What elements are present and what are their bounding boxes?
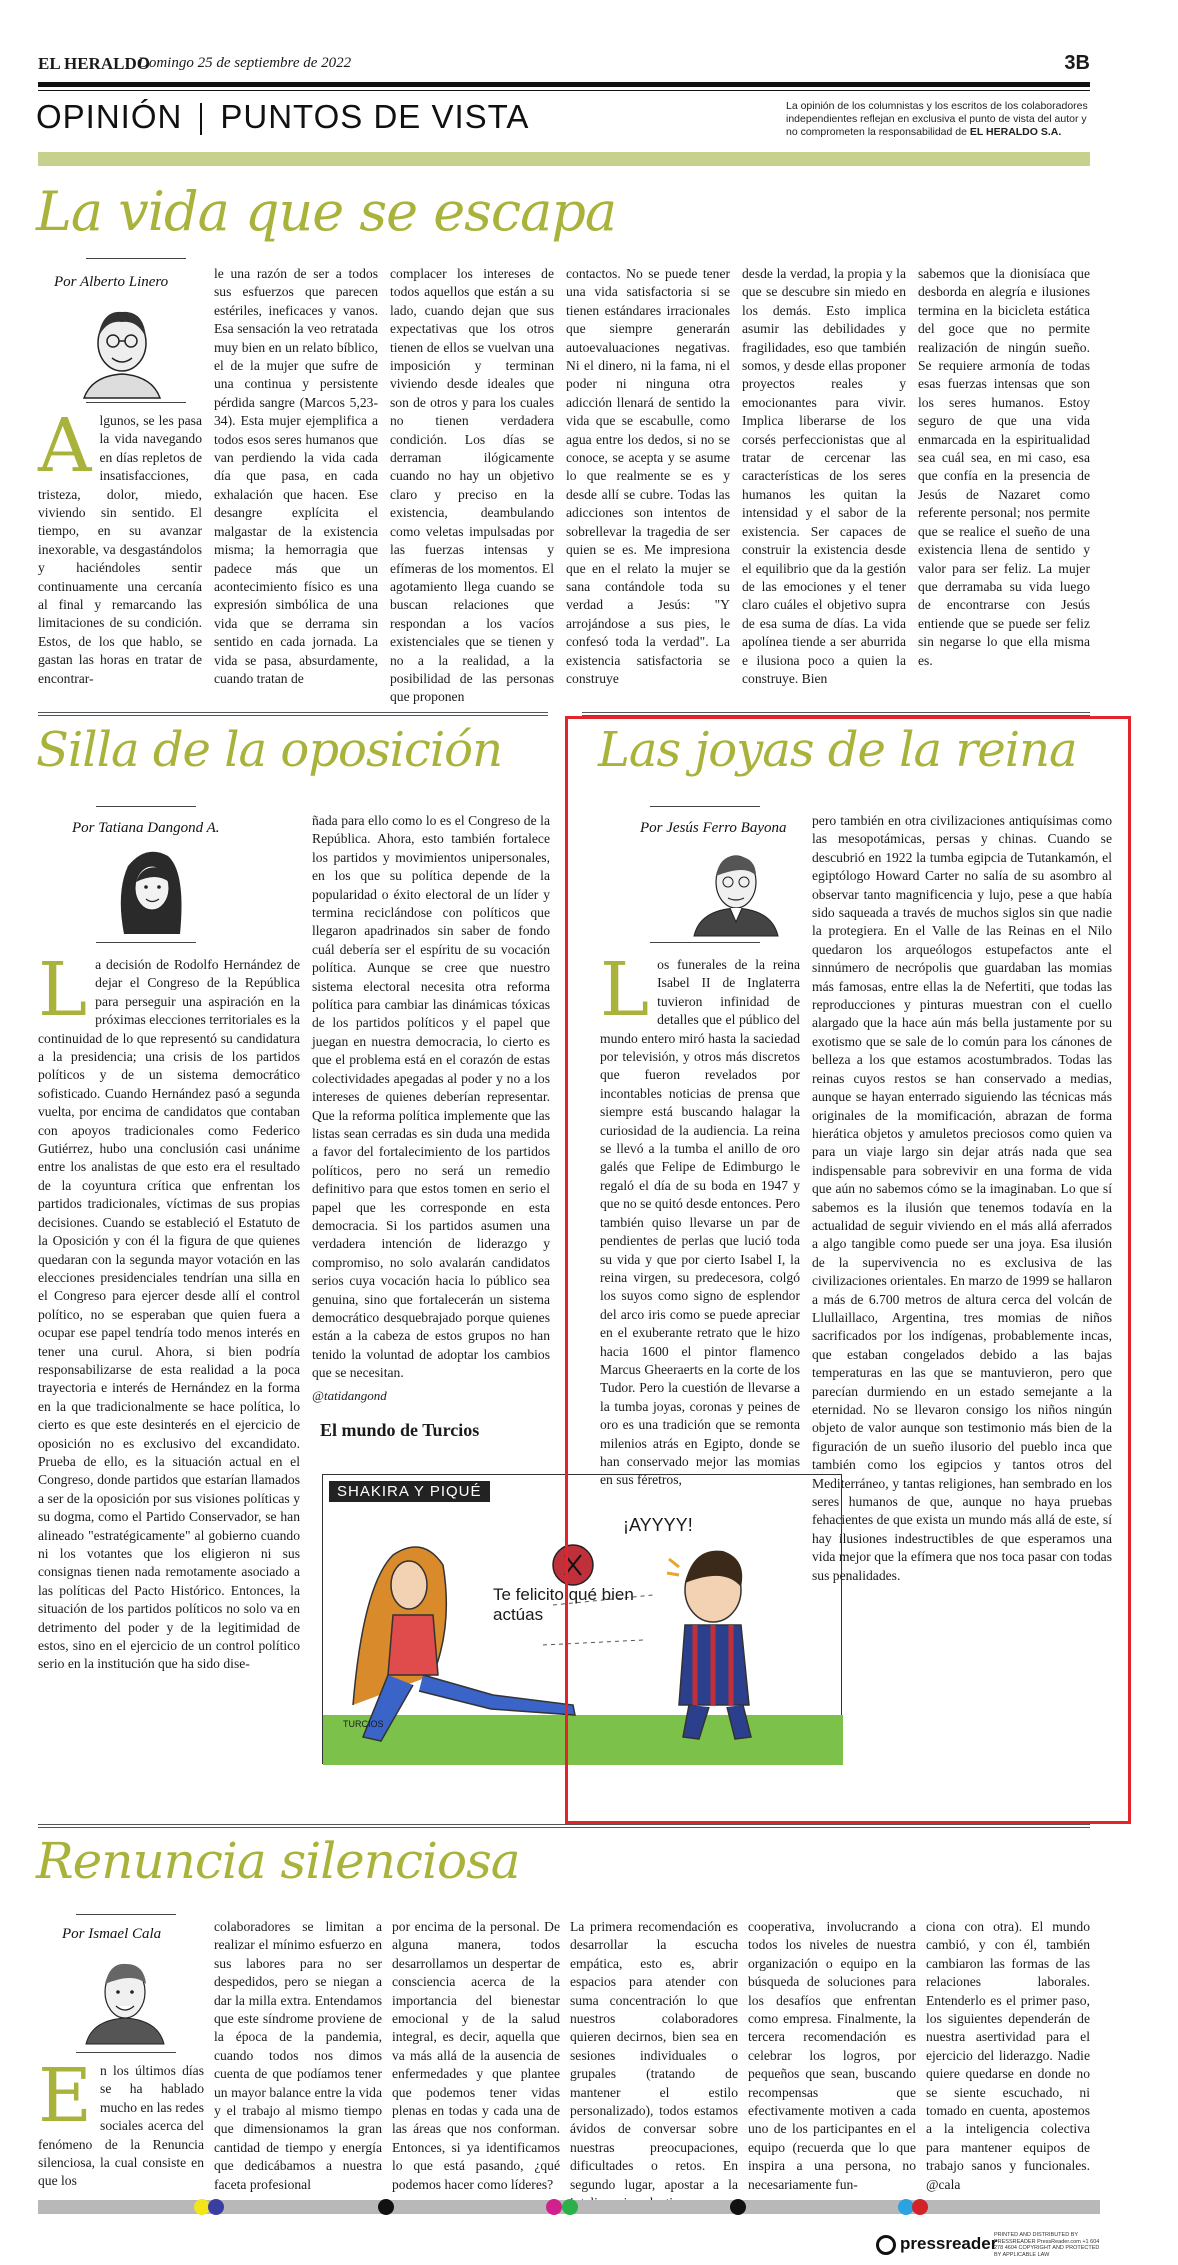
registration-dot-green	[562, 2199, 578, 2215]
masthead-rule-thin	[38, 90, 1090, 91]
column-text: ciona con otra). El mundo cambió, y con él, también cambiaron las formas de las relaciones laborales. Entenderlo es el primer paso, los siguientes dependerán de nuestra asertividad para el ejercicio del liderazgo. Nadie quiere quedarse en donde no se siente escuchado, ni tomado en cuenta, apostemos a la inteligencia colectiva para mantener equipos de trabajo sanos y funcionales. @cala	[926, 1919, 1090, 2192]
byline-rule	[86, 402, 186, 403]
article-column	[566, 265, 730, 686]
article-headline: La vida que se escapa	[36, 180, 617, 243]
article-column	[214, 1918, 382, 2190]
registration-dot-blue	[208, 2199, 224, 2215]
section-title	[36, 98, 529, 136]
article-column	[38, 2053, 204, 2190]
byline-rule	[76, 1914, 176, 1915]
cartoonist-signature: TURCIOS	[343, 1719, 384, 1729]
column-text: La primera recomendación es desarrollar la escucha empática, esto es, abrir espacios para atender con suma concentración lo que nuestros colaboradores quieren decirnos, bien sea en sesiones individuales o grupales (tratando de mantener el estilo personalizado), todos estamos ávidos de conversar sobre nuestras preocupaciones, dificultades o retos. En segundo lugar, apostar a la	[570, 1919, 738, 2192]
editorial-disclaimer	[786, 100, 1090, 139]
byline-rule	[650, 942, 760, 943]
article-column	[312, 812, 550, 1384]
section-divider-rule	[38, 1824, 1090, 1828]
column-text: contactos. No se puede tener una vida satisfactoria si se tienen estándares irracionales que siempre generarán autoevaluaciones negativas. Ni el dinero, ni la fama, ni el poder ni ninguna otra adicción llenará de sentido la vida que se escabulle, como agua entre los dedos, si no se conoce, se acepta y se asume lo que realmente se es y desde allí se cubre. Todas las adicciones son intentos de sobrellevar la tragedia de ser quien se es. Me impresiona que en el relato la mujer se sana contándole toda su verdad a Jesús: "Y arrojándose a sus pies, le confesó toda la verdad". La existencia satisfactoria se construye	[566, 266, 730, 686]
registration-dot-red	[912, 2199, 928, 2215]
byline-rule	[96, 806, 196, 807]
paper-name: EL HERALDO	[38, 54, 150, 73]
section-band	[38, 152, 1090, 166]
author-handle: @tatidangond	[312, 1388, 387, 1403]
pressreader-logo	[876, 2232, 1100, 2262]
article-column	[392, 1918, 560, 2190]
registration-dot-magenta	[546, 2199, 562, 2215]
masthead-rule	[38, 82, 1090, 87]
pressreader-brand: pressreader	[900, 2234, 998, 2253]
page-number: 3B	[1064, 52, 1090, 74]
column-text: sabemos que la dionisíaca que desborda en alegría e ilusiones termina en la bicicleta estática del goce que no permite realización de ningún sueño. Se requiere armonía de todas esas fuerzas intensas que son los seres humanos. Estoy seguro de que una vida enmarcada en la espiritualidad sea cuál sea, en mi caso, esa que confía en la presencia de Jesús de Nazaret como referente personal; nos permite que se realice el sueño de una existencia llena de sentido y valor para ser feliz. La mujer que derramaba su vida luego de encontrarse con Jesús entiende que se puede ser feliz sin negarse lo que ella misma es.	[918, 266, 1090, 668]
issue-date: Domingo 25 de septiembre de 2022	[138, 55, 352, 71]
author-portrait	[686, 842, 786, 936]
section-left: OPINIÓN	[36, 98, 183, 135]
disclaimer-text: La opinión de los columnistas y los escritos de los colaboradores independientes reflejan en exclusiva el punto de vista del autor y no comprometen la responsabilidad de	[786, 100, 1088, 138]
cartoon-label: SHAKIRA Y PIQUÉ	[329, 1481, 490, 1502]
drop-cap: L	[38, 947, 88, 1033]
column-text: os funerales de la reina Isabel II de Inglaterra tuvieron infinidad de detalles que el público del mundo entero miró hasta la saciedad por televisión, y otros más discretos que fueron revelados por incontables noticias de prensa que siempre está buscando halagar la curiosidad de la audiencia. La reina se llevó a la tumba el anillo de oro galés que Felipe de Edimburgo le regaló el día de su boda en 1947 y que no se quitó desde entonces. Pero también quiso llevarse un par de pendientes de perlas que lució toda su vida y que por cierto Isabel I, la reina virgen, su predecesora, colgó los suyos como signo de esplendor del arco iris como se puede apreciar en el exuberante retrato que le hizo hacia 1600 el pintor flamenco Marcus Gheeraerts en la corte de los Tudor. Pero la cuestión de llevarse a la tumba joyas, coronas y peines de oro es una tradición que se remonta milenios atrás en Egipto, donde se han conservado mejor las momias en sus féretros,	[600, 957, 800, 1488]
registration-dot-black	[378, 2199, 394, 2215]
byline-rule	[650, 806, 760, 807]
article-column	[214, 265, 378, 686]
drop-cap: L	[600, 947, 650, 1033]
article-byline: Por Jesús Ferro Bayona	[640, 820, 787, 836]
drop-cap: E	[38, 2053, 93, 2139]
column-text: desde la verdad, la propia y la que se descubre sin miedo en los demás. Esto implica asumir las debilidades y fragilidades, eso que también somos, y desde ellas proponer proyectos reales y emocionantes para vivir. Implica liberarse de los corsés perfeccionistas que al tratar de cercenar las características de los seres humanos les quitan la intensidad y el sabor de la existencia. Ser capaces de construir la existencia desde el equilibrio que da la gestión de las emociones y el tener claro cuáles el objetivo supra de esa suma de días. La vida apolínea tiende a ser aburrida e ilusiona poco a quien la construye. Bien	[742, 266, 906, 686]
article-byline: Por Ismael Cala	[62, 1926, 162, 1942]
article-column	[600, 947, 800, 1488]
drop-cap: A	[38, 403, 92, 489]
column-text: pero también en otra civilizaciones antiquísimas como las mesopotámicas, persas y chinas. Cuando se descubrió en 1922 la tumba egipcia de Tutankamón, el egiptólogo Howard Carter no salía de su asombro al observar tanto magnificencia y lujo, pese a que había sido saqueada a través de muchos siglos sin que nadie la protegiera. En el Valle de las Reinas en el Nilo quedaron los arqueólogos estupefactos ante el sinnúmero de necrópolis que guardaban las momias más famosas, entre ellas la de Nefertiti, que todas las reproducciones y pinturas muestran con el cuello alargado que la hace aún más bella justamente por su exotismo que se sale de lo común para los cánones de belleza a los que estamos acostumbrados. Todas las reinas cuyos restos se han conservado a medias, aunque se hayan enterrado siguiendo las técnicas más originales de la momificación, abrazan de forma hierática objetos y amuletos preciosos como quien va para un viaje largo sin dejar atrás nada que sea indispensable para sobrevivir en una forma de vida que aún no sabemos cómo se la imaginaban. Lo que sí sabemos es la ilusión que tenemos todavía en la actualidad de seguir viviendo en el más allá aferrados a algo tangible como puede ser una joya. Esa ilusión de la supervivencia no es exclusiva de las civilizaciones orientales. En marzo de 1999 se hallaron a más de 6.700 metros de altura cerca del volcán de Llullaillaco, Argentina, tres momias de niños sacrificados por los indígenas, probablemente incas, que estaban congelados debido a las bajas temperaturas en las que se mantuvieron, pero que parecían durmiendo en un estado semejante a la eternidad. No se llevaron consigo los niños ningún objeto de valor aunque son testimonio más bien de la figuración de un sueño ilusorio del pueblo inca que también como los egipcios y tantos otros del Mediterráneo, y tantas religiones, han sembrado en los seres humanos de que, aunque no haya pruebas fehacientes de que exista un mundo más allá de este, sí hay ilusiones indestructibles de que esperamos una vida mejor que la efímera que nos toca pasar con todas sus penalidades.	[812, 813, 1112, 1583]
article-column	[38, 403, 202, 686]
column-text: cooperativa, involucrando a todos los niveles de nuestra organización o equipo en la búsqueda de soluciones para los desafíos que enfrentan como empresa. Finalmente, la tercera recomendación es celebrar los logros, por pequeños que sean, buscando recompensas que efectivamente motiven a cada uno de los participantes en el equipo (recuerda que lo que inspira a una persona, no necesariamente fun-	[748, 1919, 916, 2192]
article-column	[570, 1918, 738, 2190]
author-portrait	[80, 1950, 170, 2044]
pressreader-fine-print: PRINTED AND DISTRIBUTED BY PRESSREADER PressReader.com +1 604 278 4604 COPYRIGHT AND PROTECTED BY APPLICABLE LAW	[994, 2232, 1100, 2258]
article-headline: Renuncia silenciosa	[36, 1832, 520, 1890]
author-portrait	[72, 298, 172, 398]
article-headline: Las joyas de la reina	[598, 722, 1077, 778]
column-text: complacer los intereses de todos aquellos que están a su lado, cuando dejan que sus expectativas que los otros tienen de ellos se vuelvan una imposición y terminan viviendo desde ideales que son de otros y para los cuales no tienen verdadera condición. Los días se derraman ilógicamente cuando no hay un objetivo claro y preciso en la existencia, deambulando como veletas impulsadas por las fuerzas intensas y efímeras de los momentos. El agotamiento llega cuando se buscan relaciones que respondan a los vacíos existenciales que se tienen y no a la realidad, a la posibilidad de las personas que proponen	[390, 266, 554, 705]
column-text: lgunos, se les pasa la vida navegando en días repletos de insatisfacciones, tristeza, dolor, miedo, viviendo sin sentido. El tiempo, en su avanzar inexorable, va desgastándolos y haciéndoles sentir continuamente una cercanía al final y remarcando las limitaciones de su condición. Estos, de los que hablo, se gastan las horas en tratar de encontrar-	[38, 413, 202, 686]
article-column	[812, 812, 1112, 1772]
speech-bubble-left: Te felicito qué bien actúas	[493, 1585, 634, 1624]
column-text: a decisión de Rodolfo Hernández de dejar el Congreso de la República para perseguir una aspiración en la próximas elecciones territoriales es la continuidad de lo que representó su candidatura a la presidencia; una crisis de los partidos políticos y de un sistema democrático sofisticado. Cuando Hernández pasó a segunda vuelta, por encima de candidatos que contaban con apoyos tradicionales como Federico Gutiérrez, hubo una conclusión casi unánime entre los analistas de que esto era el resultado de la coyuntura crítica que enfrentan los partidos tradicionales, víctimas de sus propias decisiones. Cuando se estableció el Estatuto de la Oposición y con él la figura de que quienes quedaran con la segunda mayor votación en las elecciones presidenciales tendrían una silla en el Congreso para ejercer desde allí el control político, no se esperaban que quien fuera a ocupar ese papel tendría todo menos interés en tener una curul. Ahora, si bien podría responsabilizarse de esta realidad a la poca trayectoria e interés de Hernández en la forma en la que tradicionalmente se hace política, lo cierto es que este desinterés en el ejercicio de oposición no es exclusivo del excandidato. Prueba de ello, es la situación actual en el Congreso, donde partidos que estarían llamados a ser de la oposición por sus visiones políticas y su dogma, como el Partido Conservador, se han alineado "estratégicamente" al gobierno cuando ni los votantes que los eligieron ni sus consignas tienen nada remotamente asociado a las políticas del Pacto Histórico. Entonces, la situación de los partidos políticos no solo va en detrimento del poder y de la legitimidad de estos, sino en el ejercicio de un control político serio en la institución que ha sido dise-	[38, 957, 300, 1672]
section-divider	[200, 103, 202, 135]
column-text: colaboradores se limitan a realizar el mínimo esfuerzo en sus labores para no ser despedidos, pero se niegan a dar la milla extra. Entendamos que este síndrome proviene de la época de la pandemia, cuando todos nos dimos cuenta de que podíamos tener un mayor balance entre la vida y el trabajo al mismo tiempo que dimensionamos la gran cantidad de tiempo y energía que dedicábamos a nuestra faceta profesional	[214, 1919, 382, 2192]
article-column	[926, 1918, 1090, 2190]
masthead	[38, 50, 1090, 80]
article-byline: Por Tatiana Dangond A.	[72, 820, 220, 836]
section-divider-rule	[38, 712, 548, 716]
byline-rule	[96, 942, 196, 943]
article-column	[390, 265, 554, 705]
article-column	[38, 947, 300, 1774]
article-column	[742, 265, 906, 686]
article-column	[918, 265, 1090, 668]
column-text: ñada para ello como lo es el Congreso de la República. Ahora, esto también fortalece los partidos y movimientos unipersonales, en los que su política depende de la popularidad o éxito electoral de un líder y termina reciclándose con políticos que llegaron apadrinados sin saber de fondo cuál debería ser el espíritu de su vocación política. Aunque se cree que nuestro sistema electoral necesita otra reforma política para cambiar las dinámicas tóxicas de los partidos políticos y el papel que juegan en nuestra democracia, lo cierto es que el problema está en el corazón de estas colectividades apegadas al poder y no a los intereses de quienes deberían representar. Que la reforma política implemente que las listas sean cerradas es sin duda una medida a favor del fortalecimiento de los partidos políticos, pero no será un remedio definitivo para que estos tomen en serio el papel que les corresponde en esta democracia. Si los partidos asumen una verdadera intención de liderazgo y compromiso, no solo avalarán candidatos serios cuya vocación hacia lo público sea genuina, sino que fortalecerán un sistema democrático desquebrajado porque quienes están a la cabeza de estos grupos no han tenido la voluntad de adoptar los cambios que se necesitan.	[312, 813, 550, 1381]
speech-bubble-right: ¡AYYYY!	[623, 1515, 693, 1535]
cartoon-title: El mundo de Turcios	[320, 1420, 480, 1440]
column-text: por encima de la personal. De alguna manera, todos desarrollamos un despertar de consciencia acerca de la importancia del bienestar emocional y de la salud integral, es decir, aquella que va más allá de la ausencia de enfermedades y que plantee que podemos tener vidas plenas en todas y cada una de las áreas que nos conforman. Entonces, si ya identificamos lo que está pasando, ¿qué podemos hacer como líderes?	[392, 1919, 560, 2192]
article-column	[748, 1918, 916, 2190]
author-portrait	[106, 842, 196, 934]
section-right: PUNTOS DE VISTA	[220, 98, 530, 135]
byline-rule	[86, 258, 186, 259]
pressreader-badge	[876, 2234, 997, 2255]
registration-dot-black	[730, 2199, 746, 2215]
column-text: n los últimos días se ha hablado mucho en las redes sociales acerca del fenómeno de la Renuncia silenciosa, la cual consiste en que los	[38, 2063, 204, 2189]
disclaimer-company: EL HERALDO S.A.	[969, 126, 1062, 138]
column-text: le una razón de ser a todos sus esfuerzos que parecen estériles, ineficaces y vanos. Esa sensación la veo retratada muy bien en un relato bíblico, el de la mujer que sufre de una continua y persistente pérdida sangre (Marcos 5,23-34). Esta mujer ejemplifica a todos esos seres humanos que van perdiendo la vida cada día que pasa, en cada exhalación que hacen. Ese desangre explícita el malgastar de la existencia misma; la hemorragia que padece más que un acontecimiento físico es una expresión simbólica de una vida que se derrama sin sentido en cada jornada. La vida se pasa, absurdamente, cuando tratan de	[214, 266, 378, 686]
article-headline: Silla de la oposición	[36, 722, 502, 778]
pressreader-icon	[876, 2235, 896, 2255]
article-byline: Por Alberto Linero	[54, 274, 169, 290]
